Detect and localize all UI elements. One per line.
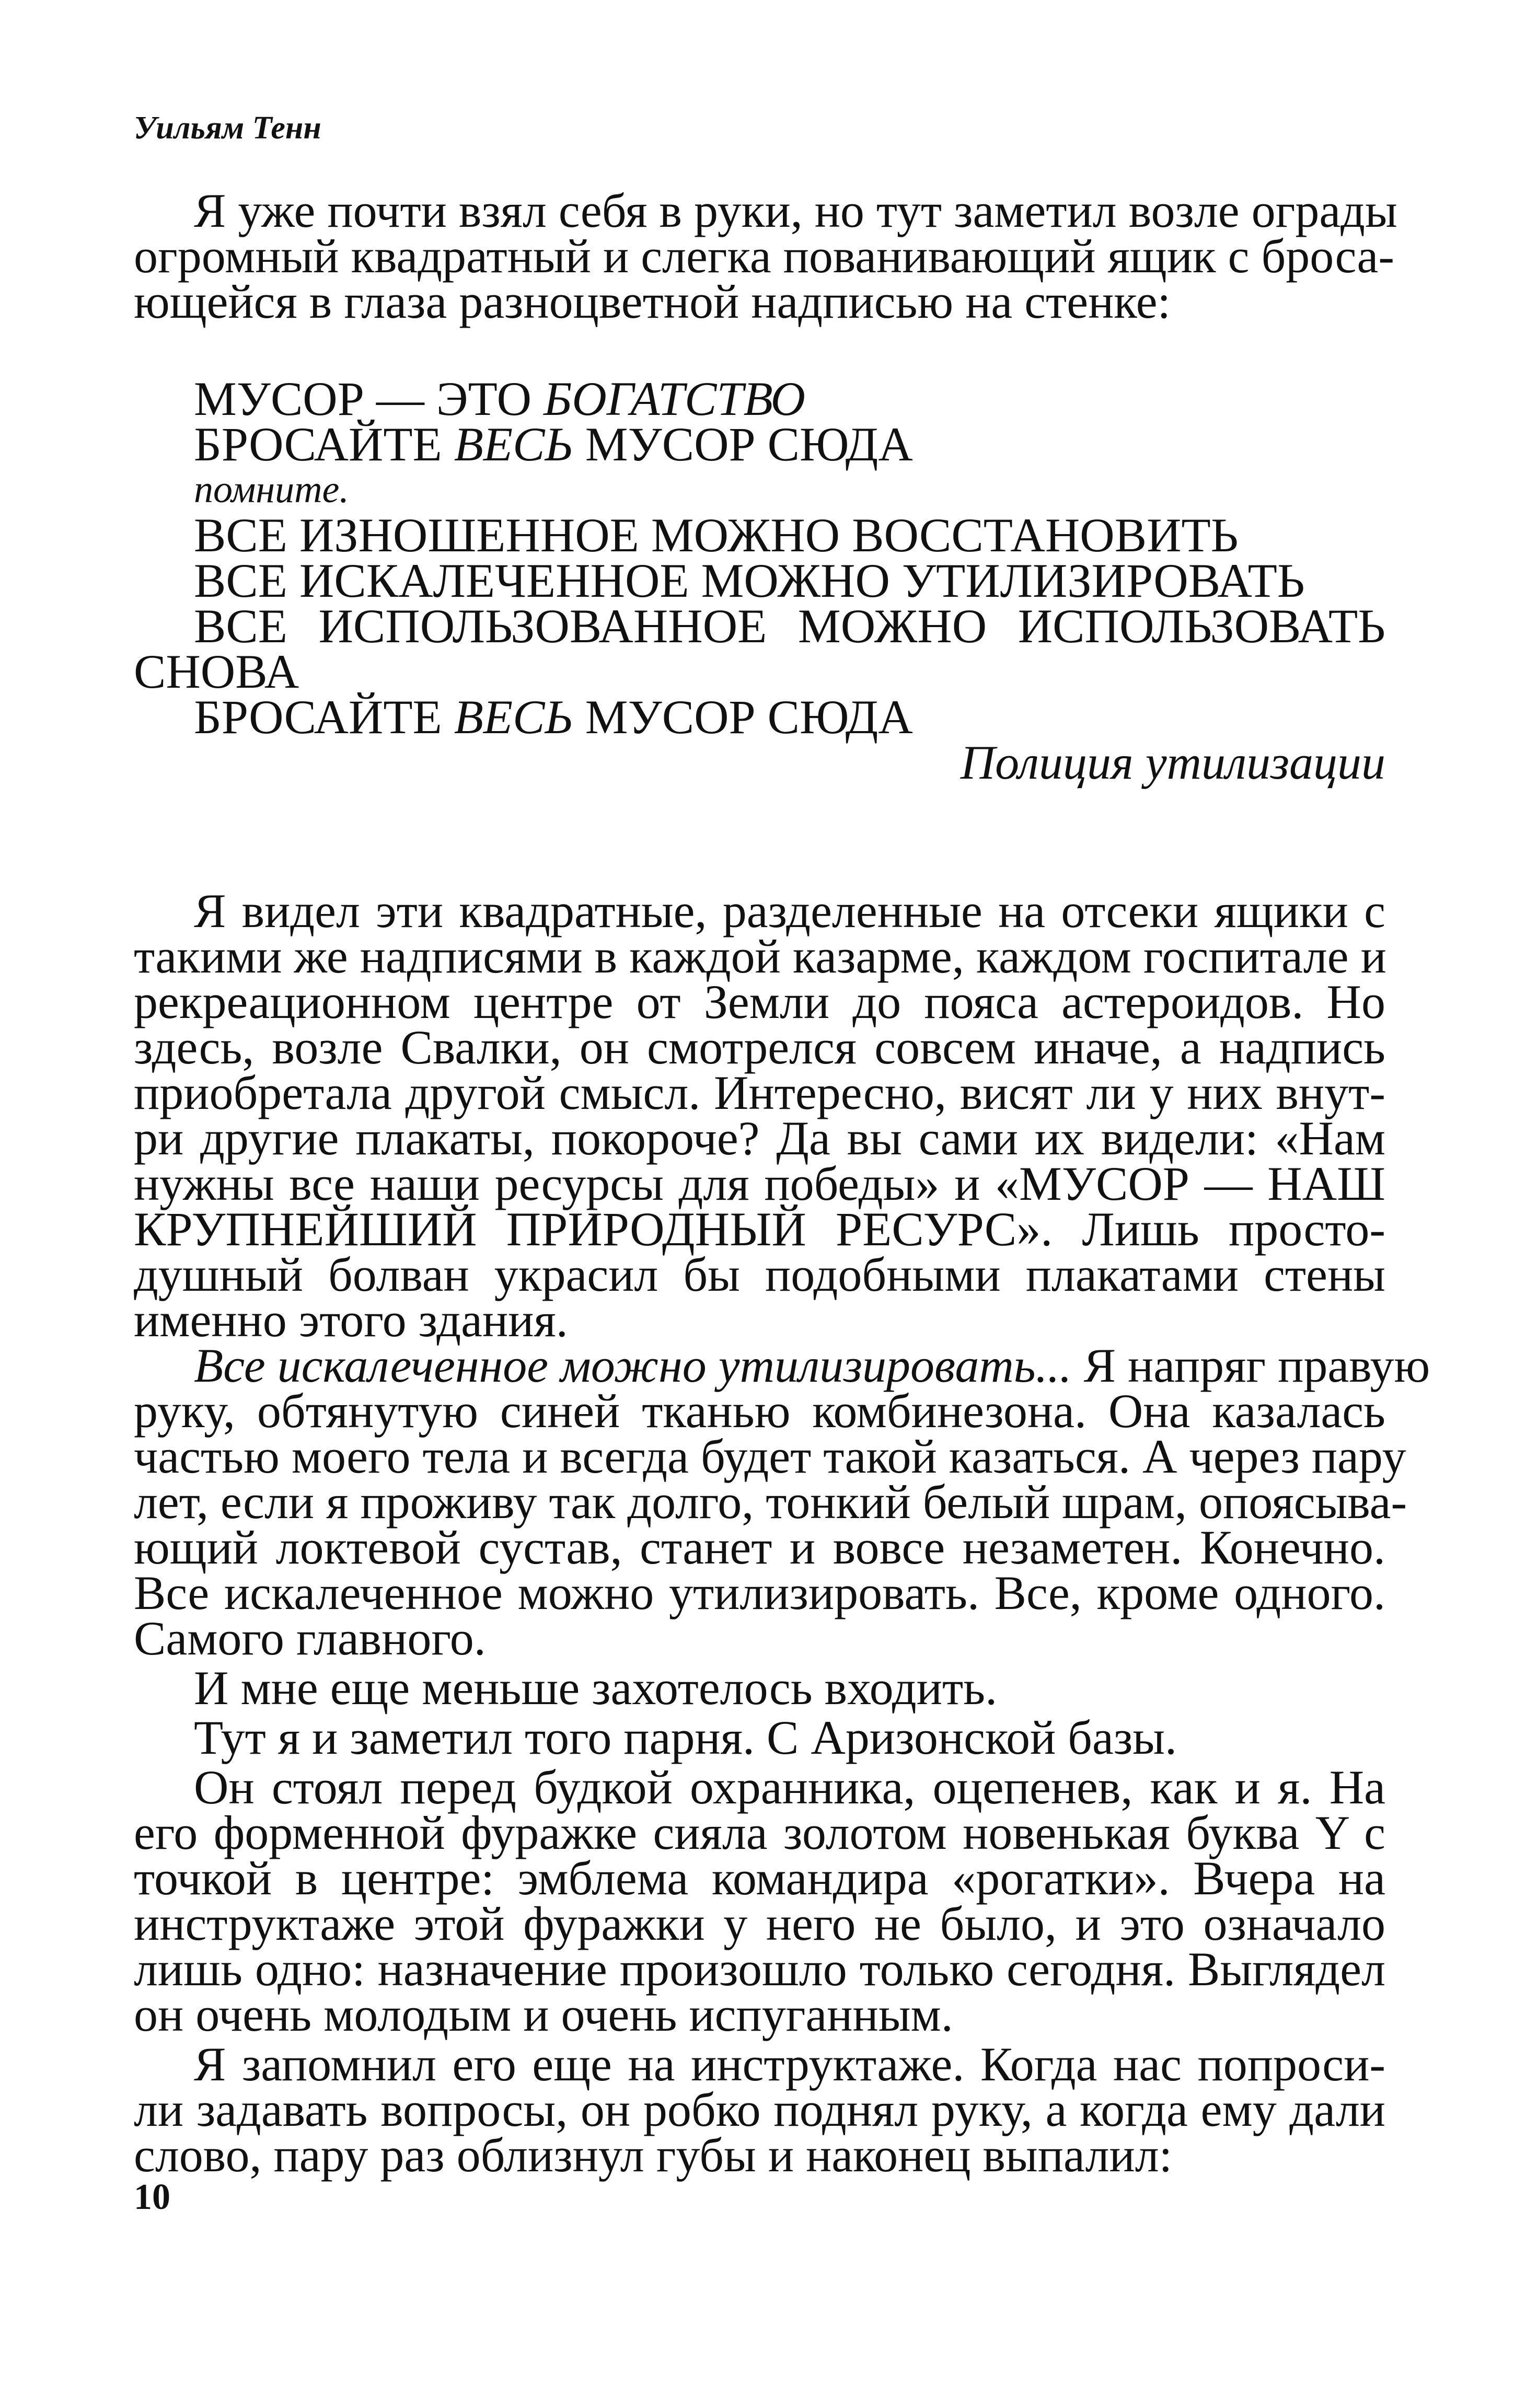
text-line: такими же надписями в каждой казарме, каждом госпитале и [134, 930, 1386, 983]
body-text [134, 884, 1430, 2182]
notice-text: БРОСАЙТЕ [194, 690, 454, 744]
text-line: Я уже почти взял себя в руки, но тут заметил возле ограды [194, 184, 1397, 237]
text-line: Все искалеченное можно утилизировать. Все, кроме одного. [134, 1566, 1385, 1619]
text-line: частью моего тела и всегда будет такой казаться. А через пару [134, 1430, 1406, 1483]
notice-emphasis: ВЕСЬ [454, 418, 573, 471]
notice-line: ВСЕ ИСКАЛЕЧЕННОЕ МОЖНО УТИЛИЗИРОВАТЬ [194, 554, 1305, 607]
text-line [134, 1339, 1430, 1392]
text-line: Тут я и заметил того парня. С Аризонской базы. [194, 1711, 1177, 1764]
notice-text: МУСОР СЮДА [573, 418, 913, 471]
text-line: огромный квадратный и слегка пованивающий ящик с броса- [134, 229, 1394, 283]
text-line: рекреационном центре от Земли до пояса астероидов. Но [134, 975, 1385, 1028]
text-line: КРУПНЕЙШИЙ ПРИРОДНЫЙ РЕСУРС». Лишь просто- [134, 1202, 1385, 1256]
text-line: он очень молодым и очень испуганным. [134, 1988, 953, 2041]
text-line: точкой в центре: эмблема командира «рогатки». Вчера на [134, 1851, 1385, 1905]
notice-line: ВСЕ ИСПОЛЬЗОВАННОЕ МОЖНО ИСПОЛЬЗОВАТЬ [194, 599, 1385, 653]
notice-line: ВСЕ ИЗНОШЕННОЕ МОЖНО ВОССТАНОВИТЬ [194, 508, 1239, 562]
notice-signature: Полиция утилизации [960, 736, 1385, 789]
text-line: инструктаже этой фуражки у него не было, и это означало [134, 1897, 1385, 1950]
notice-line [134, 418, 1385, 471]
notice-emphasis: ВЕСЬ [454, 690, 573, 744]
text-line: И мне еще меньше захотелось входить. [194, 1661, 998, 1715]
notice-line [134, 372, 1385, 425]
text-line: ли задавать вопросы, он робко поднял руку, а когда ему дали [134, 2083, 1385, 2136]
text-line: лишь одно: назначение произошло только сегодня. Выглядел [134, 1942, 1385, 1996]
text-line: лет, если я проживу так долго, тонкий белый шрам, опоясыва- [134, 1475, 1407, 1529]
text-line: Я запомнил его еще на инструктаже. Когда нас попроси- [194, 2037, 1385, 2091]
text-line: нужны все наши ресурсы для победы» и «МУСОР — НАШ [134, 1157, 1385, 1210]
notice-emphasis: БОГАТСТВО [544, 372, 805, 425]
notice-text: МУСОР СЮДА [573, 690, 913, 744]
text-line: Самого главного. [134, 1612, 486, 1665]
italic-quote: Все искалеченное можно утилизировать... [194, 1339, 1072, 1392]
text-fragment: Я напряг правую [1071, 1339, 1430, 1392]
running-head-author: Уильям Тенн [134, 110, 321, 146]
notice-text: БРОСАЙТЕ [194, 418, 454, 471]
text-line: душный болван украсил бы подобными плакатами стены [134, 1248, 1385, 1301]
text-line: Я видел эти квадратные, разделенные на отсеки ящики с [194, 884, 1385, 937]
page-number: 10 [134, 2177, 170, 2217]
notice-line [134, 690, 1385, 744]
text-line: ри другие плакаты, покороче? Да вы сами их видели: «Нам [134, 1112, 1385, 1165]
intro-paragraph [134, 184, 1397, 328]
notice-line: СНОВА [134, 645, 299, 698]
text-line: именно этого здания. [134, 1293, 568, 1347]
text-line: слово, пару раз облизнул губы и наконец выпалил: [134, 2128, 1173, 2182]
notice-sign [134, 372, 1385, 789]
text-line: ющейся в глаза разноцветной надписью на стенке: [134, 275, 1171, 328]
notice-line-remember: помните. [194, 468, 349, 511]
text-line: приобретала другой смысл. Интересно, висят ли у них внут- [134, 1066, 1385, 1119]
text-line: Он стоял перед будкой охранника, оцепенев, как и я. На [194, 1761, 1385, 1814]
text-line: руку, обтянутую синей тканью комбинезона. Она казалась [134, 1384, 1385, 1438]
text-line: ющий локтевой сустав, станет и вовсе незаметен. Конечно. [134, 1521, 1385, 1574]
text-line: здесь, возле Свалки, он смотрелся совсем иначе, а надпись [134, 1021, 1385, 1074]
text-line: его форменной фуражке сияла золотом новенькая буква Y с [134, 1806, 1385, 1859]
notice-text: МУСОР — ЭТО [194, 372, 544, 425]
